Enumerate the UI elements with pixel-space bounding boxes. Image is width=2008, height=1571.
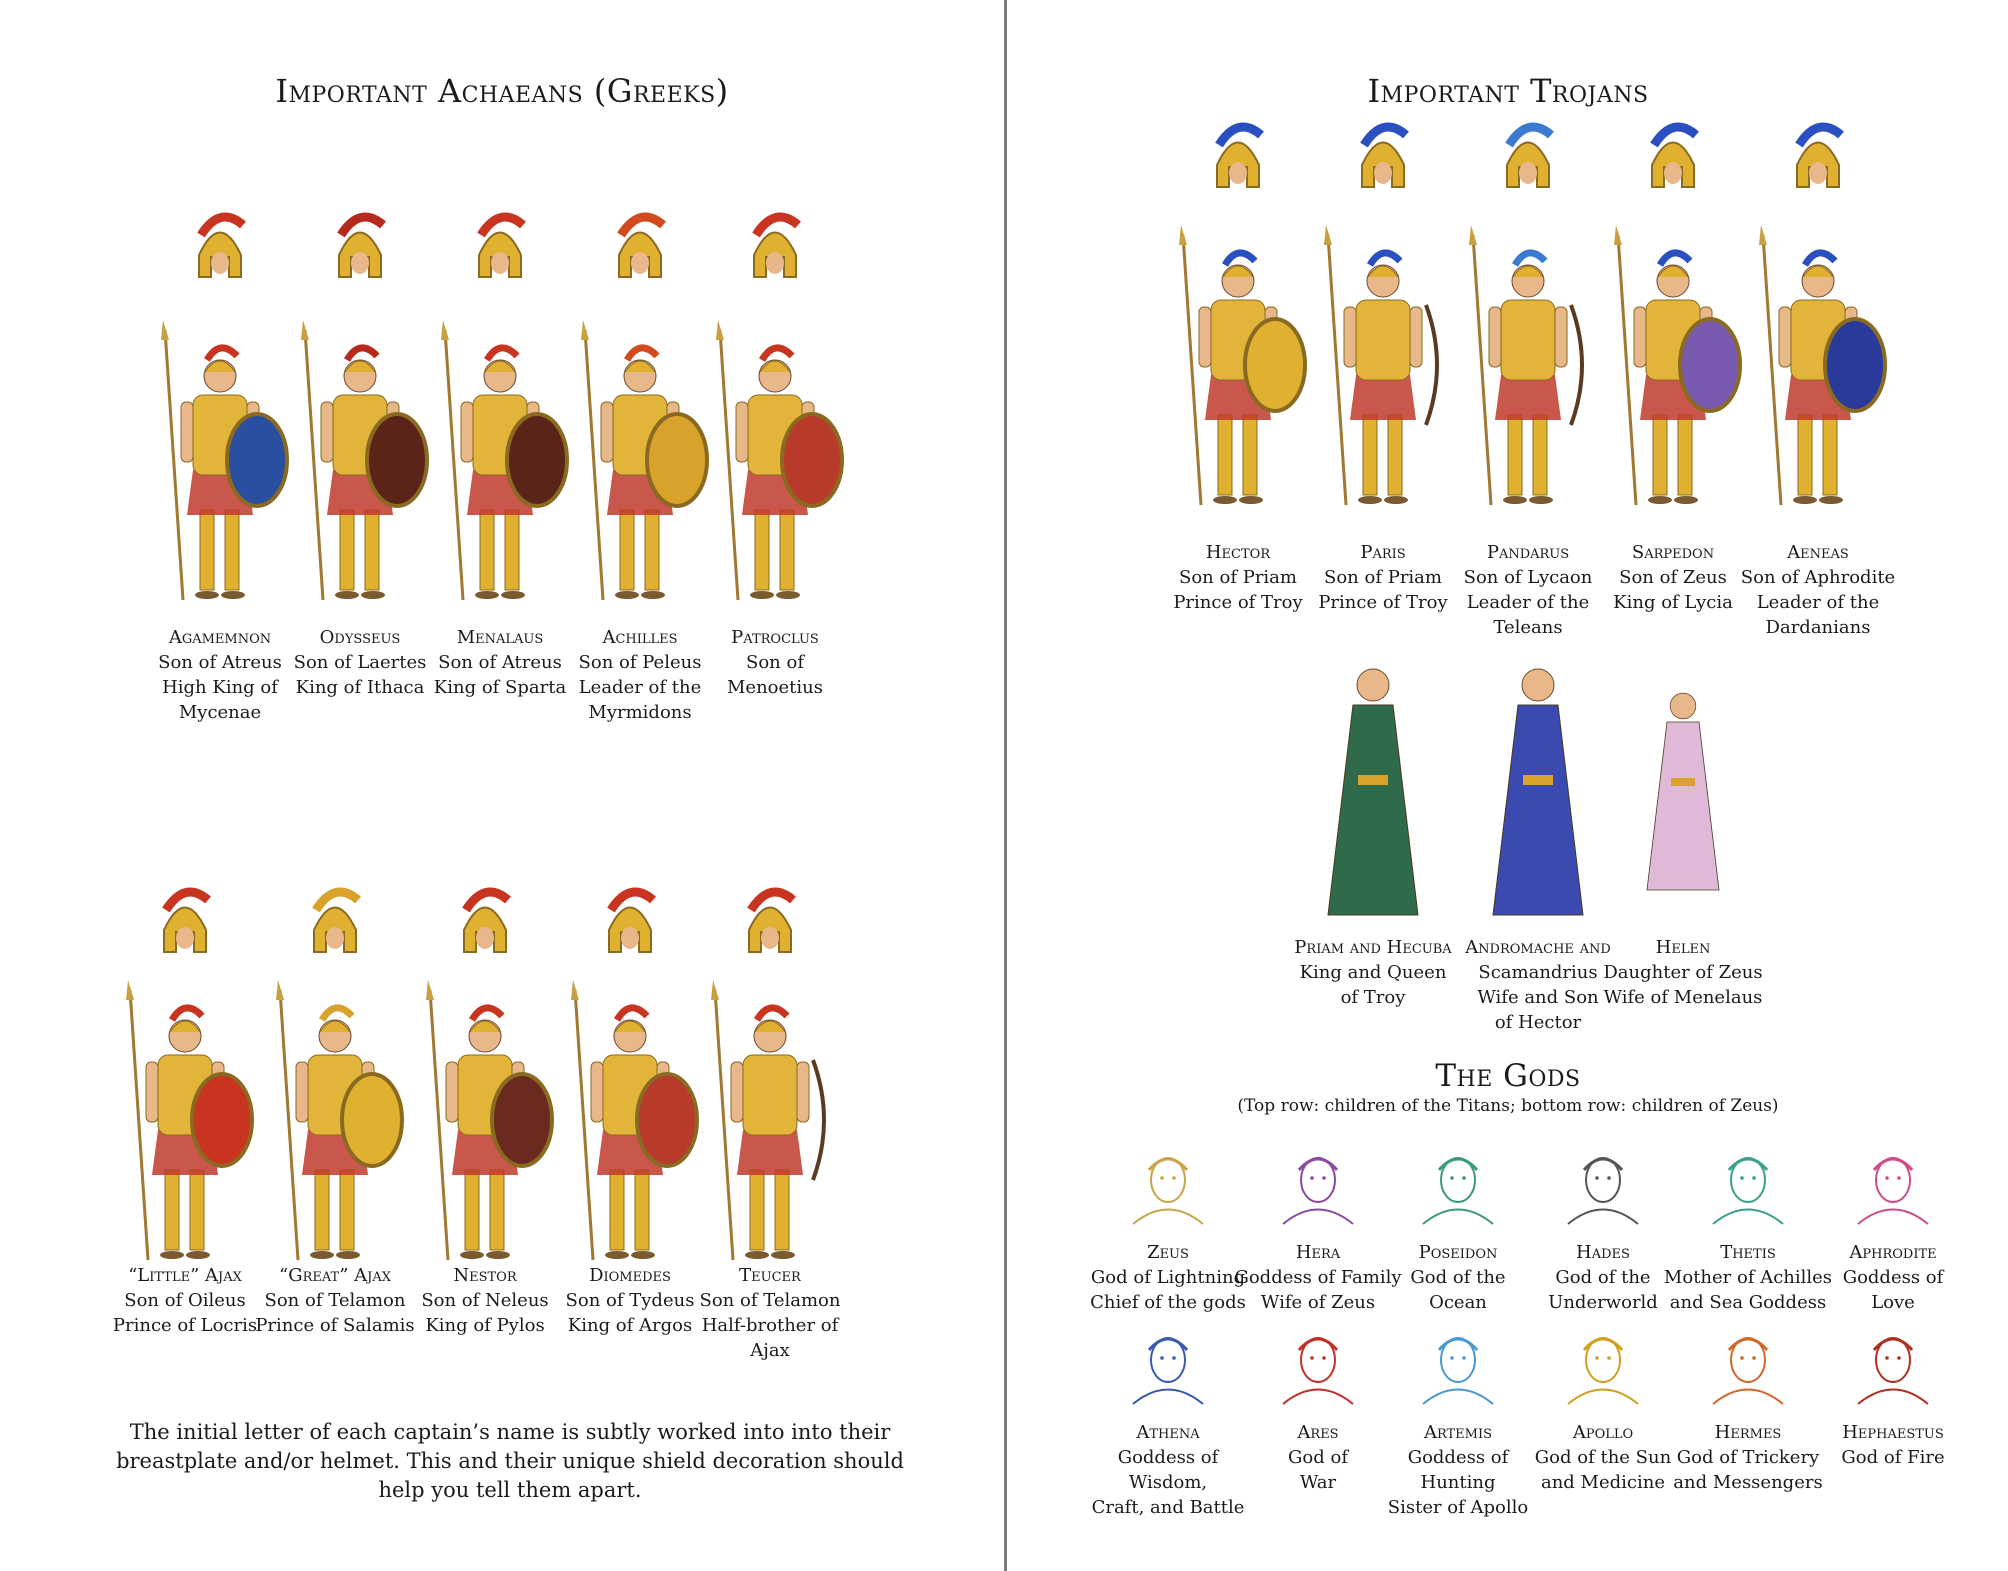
character-name: Thetis xyxy=(1720,1242,1776,1263)
character-name: Aphrodite xyxy=(1849,1242,1937,1263)
character-description-line: Wife of Menelaus xyxy=(1603,987,1763,1008)
character-name: Paris xyxy=(1360,542,1406,563)
warrior-aeneas xyxy=(1743,215,1893,515)
character-description-line: Leader of the xyxy=(1756,592,1880,613)
character-name: Helen xyxy=(1655,937,1711,958)
character-description-line: Daughter of Zeus xyxy=(1603,962,1763,983)
character-description-line: Son of Atreus xyxy=(438,652,562,673)
character-description-line: Mycenae xyxy=(178,702,262,723)
character-name: Hera xyxy=(1295,1242,1341,1263)
character-name: Odysseus xyxy=(319,627,401,648)
gods-title: The Gods xyxy=(1435,1058,1581,1094)
god-portrait-artemis xyxy=(1413,1320,1503,1409)
character-description-line: Scamandrius xyxy=(1478,962,1598,983)
character-name: Artemis xyxy=(1423,1422,1493,1443)
character-description-line: Half-brother of xyxy=(701,1315,839,1336)
caption-little-ajax xyxy=(105,1263,265,1338)
caption-pandarus xyxy=(1448,540,1608,640)
character-description-line: Leader of the xyxy=(578,677,702,698)
character-description-line: Mother of Achilles xyxy=(1663,1267,1833,1288)
character-description-line: Sister of Apollo xyxy=(1387,1497,1529,1518)
character-description-line: Wife and Son xyxy=(1477,987,1599,1008)
character-description-line: Goddess of xyxy=(1842,1267,1944,1288)
character-description-line: Ajax xyxy=(750,1340,790,1361)
helmet-aeneas xyxy=(1783,115,1853,199)
character-description-line: God of Trickery xyxy=(1676,1447,1820,1468)
helmet-diomedes xyxy=(595,880,665,964)
character-name: Diomedes xyxy=(589,1265,671,1286)
character-description-line: King of Pylos xyxy=(425,1315,545,1336)
warrior-sarpedon xyxy=(1598,215,1748,515)
caption-patroclus xyxy=(695,625,855,700)
caption-hephaestus xyxy=(1803,1420,1983,1470)
shield-note: The initial letter of each captain’s name is subtly worked into into their breastplate and/or helmet. This and their unique shield decoration should help you tell them apart. xyxy=(116,1420,904,1502)
god-portrait-ares xyxy=(1273,1320,1363,1409)
warrior-diomedes xyxy=(555,970,705,1270)
character-description-line: of Troy xyxy=(1340,987,1406,1008)
character-description-line: Prince of Troy xyxy=(1318,592,1448,613)
character-description-line: Son of Laertes xyxy=(293,652,427,673)
royal-andromache-and xyxy=(1463,655,1613,925)
caption-aphrodite xyxy=(1803,1240,1983,1315)
warrior-odysseus xyxy=(285,310,435,610)
character-description-line: God of xyxy=(1288,1447,1348,1468)
warrior-agamemnon xyxy=(145,310,295,610)
character-name: Hermes xyxy=(1714,1422,1782,1443)
character-description-line: God of the xyxy=(1555,1267,1651,1288)
character-description-line: High King of xyxy=(162,677,278,698)
character-name: Zeus xyxy=(1147,1242,1189,1263)
achaeans-title: Important Achaeans (Greeks) xyxy=(275,72,729,110)
character-name: Teucer xyxy=(739,1265,801,1286)
caption-paris xyxy=(1303,540,1463,615)
warrior-paris xyxy=(1308,215,1458,515)
warrior-achilles xyxy=(565,310,715,610)
character-name: Agamemnon xyxy=(168,627,272,648)
character-name: “Little” Ajax xyxy=(128,1265,242,1286)
character-name: Ares xyxy=(1297,1422,1339,1443)
character-description-line: and Sea Goddess xyxy=(1669,1292,1827,1313)
caption-helen xyxy=(1593,935,1773,1010)
warrior-nestor xyxy=(410,970,560,1270)
character-description-line: Prince of Salamis xyxy=(255,1315,415,1336)
character-name: Achilles xyxy=(602,627,678,648)
trojans-title: Important Trojans xyxy=(1367,72,1649,110)
helmet-paris xyxy=(1348,115,1418,199)
character-description-line: King of Lycia xyxy=(1613,592,1733,613)
caption-priam-and-hecuba xyxy=(1283,935,1463,1010)
helmet-great-ajax xyxy=(300,880,370,964)
character-description-line: Son of Priam xyxy=(1324,567,1442,588)
character-description-line: and Medicine xyxy=(1540,1472,1665,1493)
god-portrait-hades xyxy=(1558,1140,1648,1229)
character-description-line: Teleans xyxy=(1493,617,1563,638)
god-portrait-zeus xyxy=(1123,1140,1213,1229)
character-description-line: Menoetius xyxy=(727,677,823,698)
god-portrait-thetis xyxy=(1703,1140,1793,1229)
character-description-line: Son of Zeus xyxy=(1619,567,1727,588)
page-divider xyxy=(1004,0,1007,1571)
gods-subtitle: (Top row: children of the Titans; bottom row: children of Zeus) xyxy=(1237,1096,1779,1116)
character-description-line: Wife of Zeus xyxy=(1260,1292,1376,1313)
caption-odysseus xyxy=(280,625,440,700)
caption-hector xyxy=(1158,540,1318,615)
character-name: Menalaus xyxy=(456,627,544,648)
character-description-line: Son of xyxy=(746,652,804,673)
character-description-line: King and Queen xyxy=(1299,962,1447,983)
character-description-line: Goddess of Hunting xyxy=(1407,1447,1509,1493)
right-page xyxy=(1008,0,2008,1571)
caption-sarpedon xyxy=(1593,540,1753,615)
character-name: Patroclus xyxy=(731,627,819,648)
character-name: Nestor xyxy=(453,1265,517,1286)
warrior-teucer xyxy=(695,970,845,1270)
character-name: Hector xyxy=(1205,542,1271,563)
warrior-great-ajax xyxy=(260,970,410,1270)
warrior-pandarus xyxy=(1453,215,1603,515)
character-name: Pandarus xyxy=(1486,542,1570,563)
character-name: “Great” Ajax xyxy=(279,1265,391,1286)
character-description-line: King of Sparta xyxy=(433,677,567,698)
helmet-nestor xyxy=(450,880,520,964)
helmet-agamemnon xyxy=(185,205,255,289)
character-description-line: Son of Aphrodite xyxy=(1740,567,1896,588)
character-description-line: God of the Sun xyxy=(1534,1447,1672,1468)
god-portrait-athena xyxy=(1123,1320,1213,1409)
warrior-little-ajax xyxy=(110,970,260,1270)
royal-priam-and-hecuba xyxy=(1298,655,1448,925)
helmet-sarpedon xyxy=(1638,115,1708,199)
character-description-line: Son of Telamon xyxy=(699,1290,841,1311)
helmet-teucer xyxy=(735,880,805,964)
character-description-line: Goddess of Wisdom, xyxy=(1117,1447,1219,1493)
character-description-line: Son of Oileus xyxy=(124,1290,246,1311)
character-description-line: Prince of Troy xyxy=(1173,592,1303,613)
character-description-line: Son of Priam xyxy=(1179,567,1297,588)
character-description-line: War xyxy=(1299,1472,1337,1493)
helmet-hector xyxy=(1203,115,1273,199)
caption-great-ajax xyxy=(255,1263,415,1338)
character-description-line: Craft, and Battle xyxy=(1091,1497,1245,1518)
character-description-line: and Messengers xyxy=(1673,1472,1823,1493)
caption-aeneas xyxy=(1738,540,1898,640)
helmet-odysseus xyxy=(325,205,395,289)
character-description-line: Son of Peleus xyxy=(578,652,702,673)
character-description-line: Son of Neleus xyxy=(421,1290,549,1311)
helmet-patroclus xyxy=(740,205,810,289)
character-description-line: God of Fire xyxy=(1841,1447,1945,1468)
character-description-line: Son of Lycaon xyxy=(1463,567,1593,588)
god-portrait-hermes xyxy=(1703,1320,1793,1409)
character-name: Andromache and xyxy=(1465,937,1611,958)
caption-agamemnon xyxy=(140,625,300,725)
character-name: Hephaestus xyxy=(1842,1422,1944,1443)
caption-menalaus xyxy=(420,625,580,700)
god-portrait-poseidon xyxy=(1413,1140,1503,1229)
character-description-line: Son of Tydeus xyxy=(565,1290,695,1311)
character-name: Hades xyxy=(1576,1242,1630,1263)
character-name: Poseidon xyxy=(1418,1242,1498,1263)
character-description-line: Son of Atreus xyxy=(158,652,282,673)
character-description-line: Dardanians xyxy=(1765,617,1871,638)
character-description-line: God of the xyxy=(1410,1267,1506,1288)
caption-diomedes xyxy=(550,1263,710,1338)
god-portrait-hera xyxy=(1273,1140,1363,1229)
god-portrait-apollo xyxy=(1558,1320,1648,1409)
character-name: Aeneas xyxy=(1787,542,1849,563)
character-name: Sarpedon xyxy=(1631,542,1715,563)
character-description-line: King of Argos xyxy=(567,1315,693,1336)
character-description-line: Underworld xyxy=(1548,1292,1658,1313)
helmet-achilles xyxy=(605,205,675,289)
character-description-line: Chief of the gods xyxy=(1090,1292,1246,1313)
character-description-line: King of Ithaca xyxy=(295,677,425,698)
character-name: Priam and Hecuba xyxy=(1294,937,1452,958)
caption-teucer xyxy=(690,1263,850,1363)
character-description-line: God of Lightning xyxy=(1090,1267,1246,1288)
warrior-patroclus xyxy=(700,310,850,610)
caption-nestor xyxy=(405,1263,565,1338)
character-description-line: of Hector xyxy=(1494,1012,1582,1033)
helmet-menalaus xyxy=(465,205,535,289)
royal-helen xyxy=(1608,655,1758,925)
helmet-little-ajax xyxy=(150,880,220,964)
character-description-line: Prince of Locris xyxy=(112,1315,258,1336)
god-portrait-hephaestus xyxy=(1848,1320,1938,1409)
character-description-line: Ocean xyxy=(1429,1292,1487,1313)
god-portrait-aphrodite xyxy=(1848,1140,1938,1229)
character-description-line: Son of Telamon xyxy=(264,1290,406,1311)
character-name: Athena xyxy=(1136,1422,1200,1443)
character-description-line: Love xyxy=(1871,1292,1915,1313)
character-name: Apollo xyxy=(1572,1422,1634,1443)
character-description-line: Goddess of Family xyxy=(1234,1267,1402,1288)
character-description-line: Myrmidons xyxy=(588,702,692,723)
warrior-menalaus xyxy=(425,310,575,610)
character-description-line: Leader of the xyxy=(1466,592,1590,613)
warrior-hector xyxy=(1163,215,1313,515)
helmet-pandarus xyxy=(1493,115,1563,199)
